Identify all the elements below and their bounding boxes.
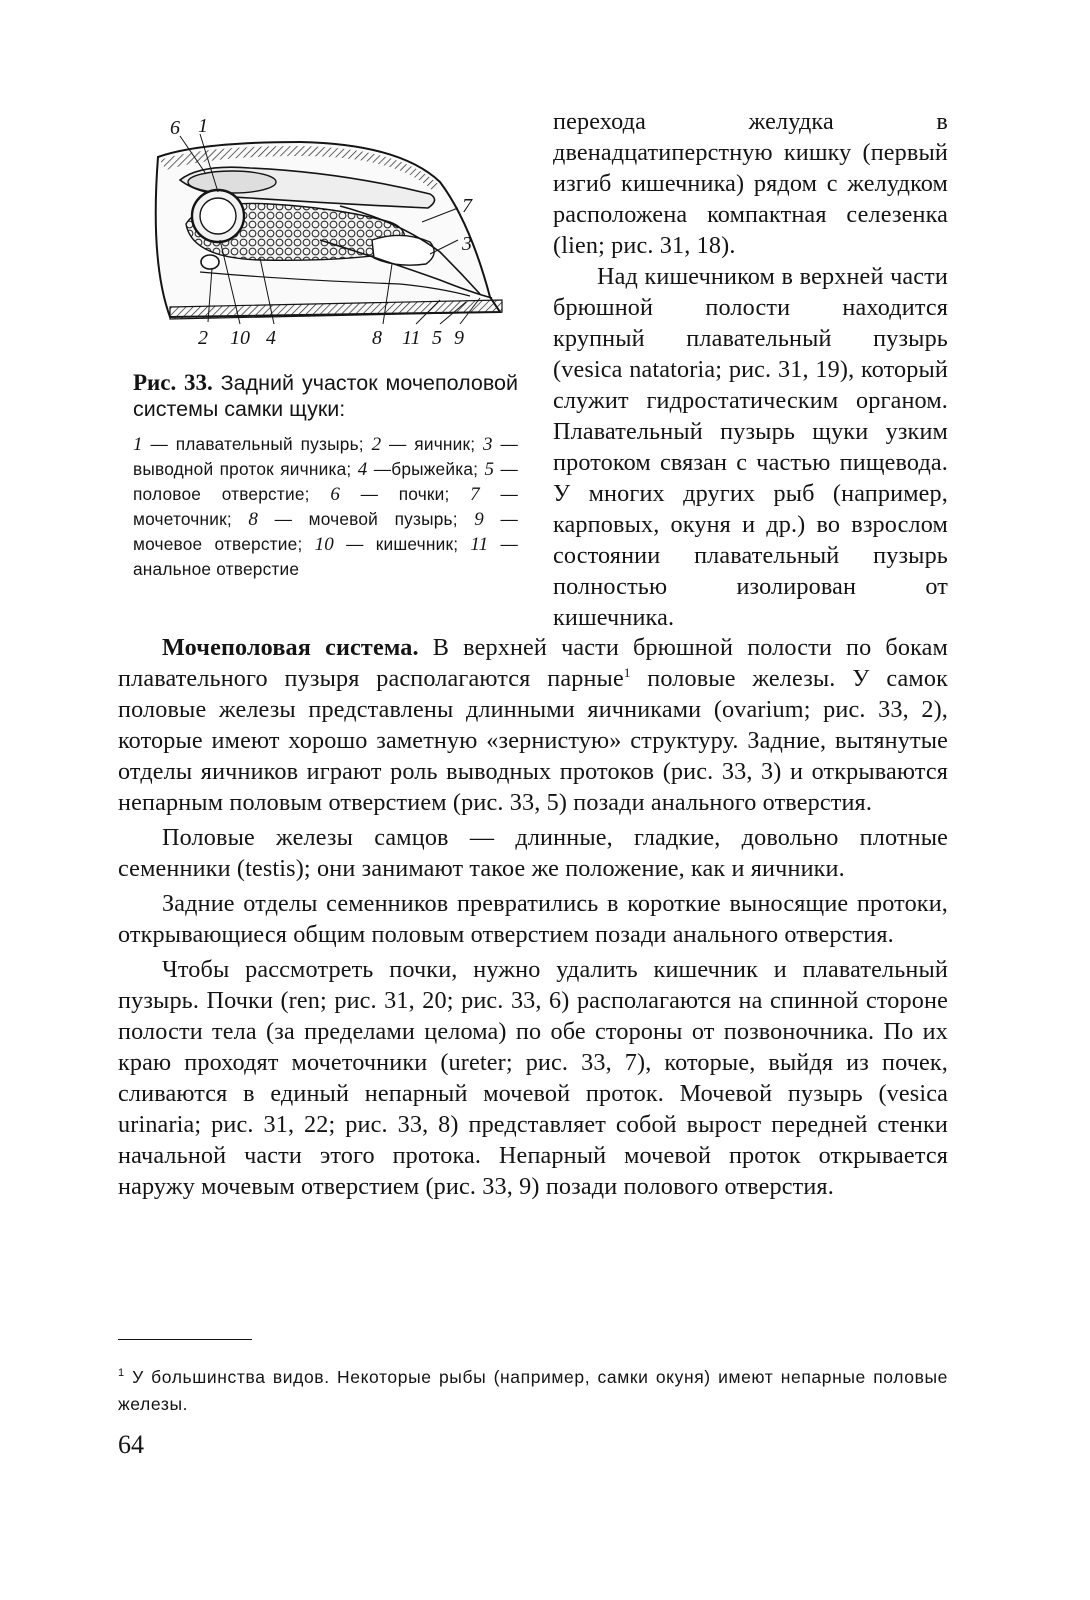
fig-label-10: 10 [230, 327, 250, 349]
urinary-bladder [372, 235, 434, 265]
fig-label-4: 4 [266, 327, 276, 349]
fig-label-9: 9 [454, 327, 464, 349]
fig-label-5: 5 [432, 327, 442, 349]
fig-label-1: 1 [198, 115, 208, 137]
legend-item: 1 — плавательный пузырь; [133, 434, 364, 455]
paragraph: Половые железы самцов — длинные, гладкие, довольно плотные семенники (testis); они занимают такое же положение, как и яичники. [118, 824, 948, 882]
legend-item: 4 —брыжейка; [357, 459, 479, 480]
footnote-rule [118, 1339, 252, 1340]
legend-item: 11 — анальное отверстие [133, 534, 518, 579]
figure-33 [140, 112, 512, 362]
fig-label-8: 8 [372, 327, 382, 349]
legend-item: 9 — мочевое отверстие; [133, 509, 518, 554]
small-loop [201, 255, 219, 269]
legend-item: 2 — яичник; [371, 434, 476, 455]
legend-item: 3 — выводной проток яичника; [133, 434, 518, 479]
caption-title: Рис. 33. Задний участок мочеполовой системы самки щуки: [133, 370, 518, 421]
section-heading: Мочеполовая система. [162, 634, 419, 661]
legend-item: 5 — половое отверстие; [133, 459, 519, 504]
main-text [118, 632, 948, 1202]
legend-item: 6 — почки; [330, 484, 450, 505]
pike-urogenital-diagram [140, 112, 512, 362]
page-number: 64 [118, 1430, 144, 1459]
fig-label-7: 7 [462, 195, 472, 217]
kidney [188, 171, 276, 193]
fig-label-11: 11 [402, 327, 421, 349]
paragraph: Чтобы рассмотреть почки, нужно удалить кишечник и плавательный пузырь. Почки (ren; рис. 31, 20; рис. 33, 6) располагаются на спинной стороне полости тела (за пределами целома) по обе стороны от позвоночника. По их краю проходят мочеточники (ureter; рис. 33, 7), которые, выйдя из почек, сливаются в единый непарный мочевой проток. Мочевой пузырь (vesica urinaria; рис. 31, 22; рис. 33, 8) представляет собой вырост передней стенки начальной части этого протока. Непарный мочевой проток открывается наружу мочевым отверстием (рис. 33, 9) позади полового отверстия. [118, 956, 948, 1200]
fig-label-2: 2 [198, 327, 208, 349]
caption-number: Рис. 33. [133, 370, 213, 395]
right-column-text [553, 106, 948, 633]
paragraph: перехода желудка в двенадцатиперстную кишку (первый изгиб кишечника) рядом с желудком расположена компактная селезенка (lien; рис. 31, 18). [553, 108, 948, 259]
caption-legend [133, 432, 518, 581]
paragraph: Мочеполовая система. В верхней части брюшной полости по бокам плавательного пузыря располагаются парные$^1$ половые железы. У самок половые железы представлены длинными яичниками (ovarium; рис. 33, 2), которые имеют хорошо заметную «зернистую» структуру. Задние, вытянутые отделы яичников играют роль выводных протоков (рис. 33, 3) и открываются непарным половым отверстием (рис. 33, 5) позади анального отверстия. [118, 634, 949, 816]
paragraph: Над кишечником в верхней части брюшной полости находится крупный плавательный пузырь (vesica natatoria; рис. 31, 19), который служит гидростатическим органом. Плавательный пузырь щуки узким протоком связан с частью пищевода. У многих других рыб (например, карповых, окуня и др.) во взрослом состоянии плавательный пузырь полностью изолирован от кишечника. [553, 263, 948, 631]
footnote-marker: 1 [623, 664, 631, 680]
legend-item: 8 — мочевой пузырь; [248, 509, 458, 530]
legend-item: 10 — кишечник; [314, 534, 459, 555]
footnote: $^1$ У большинства видов. Некоторые рыбы (например, самки окуня) имеют непарные половые железы. [118, 1367, 948, 1414]
paragraph: Задние отделы семенников превратились в короткие выносящие протоки, открывающиеся общим половым отверстием позади анального отверстия. [118, 890, 948, 948]
figure-caption [133, 370, 518, 581]
legend-item: 7 — мочеточник; [133, 484, 518, 529]
fig-label-6: 6 [170, 117, 180, 139]
fig-label-3: 3 [462, 233, 472, 255]
